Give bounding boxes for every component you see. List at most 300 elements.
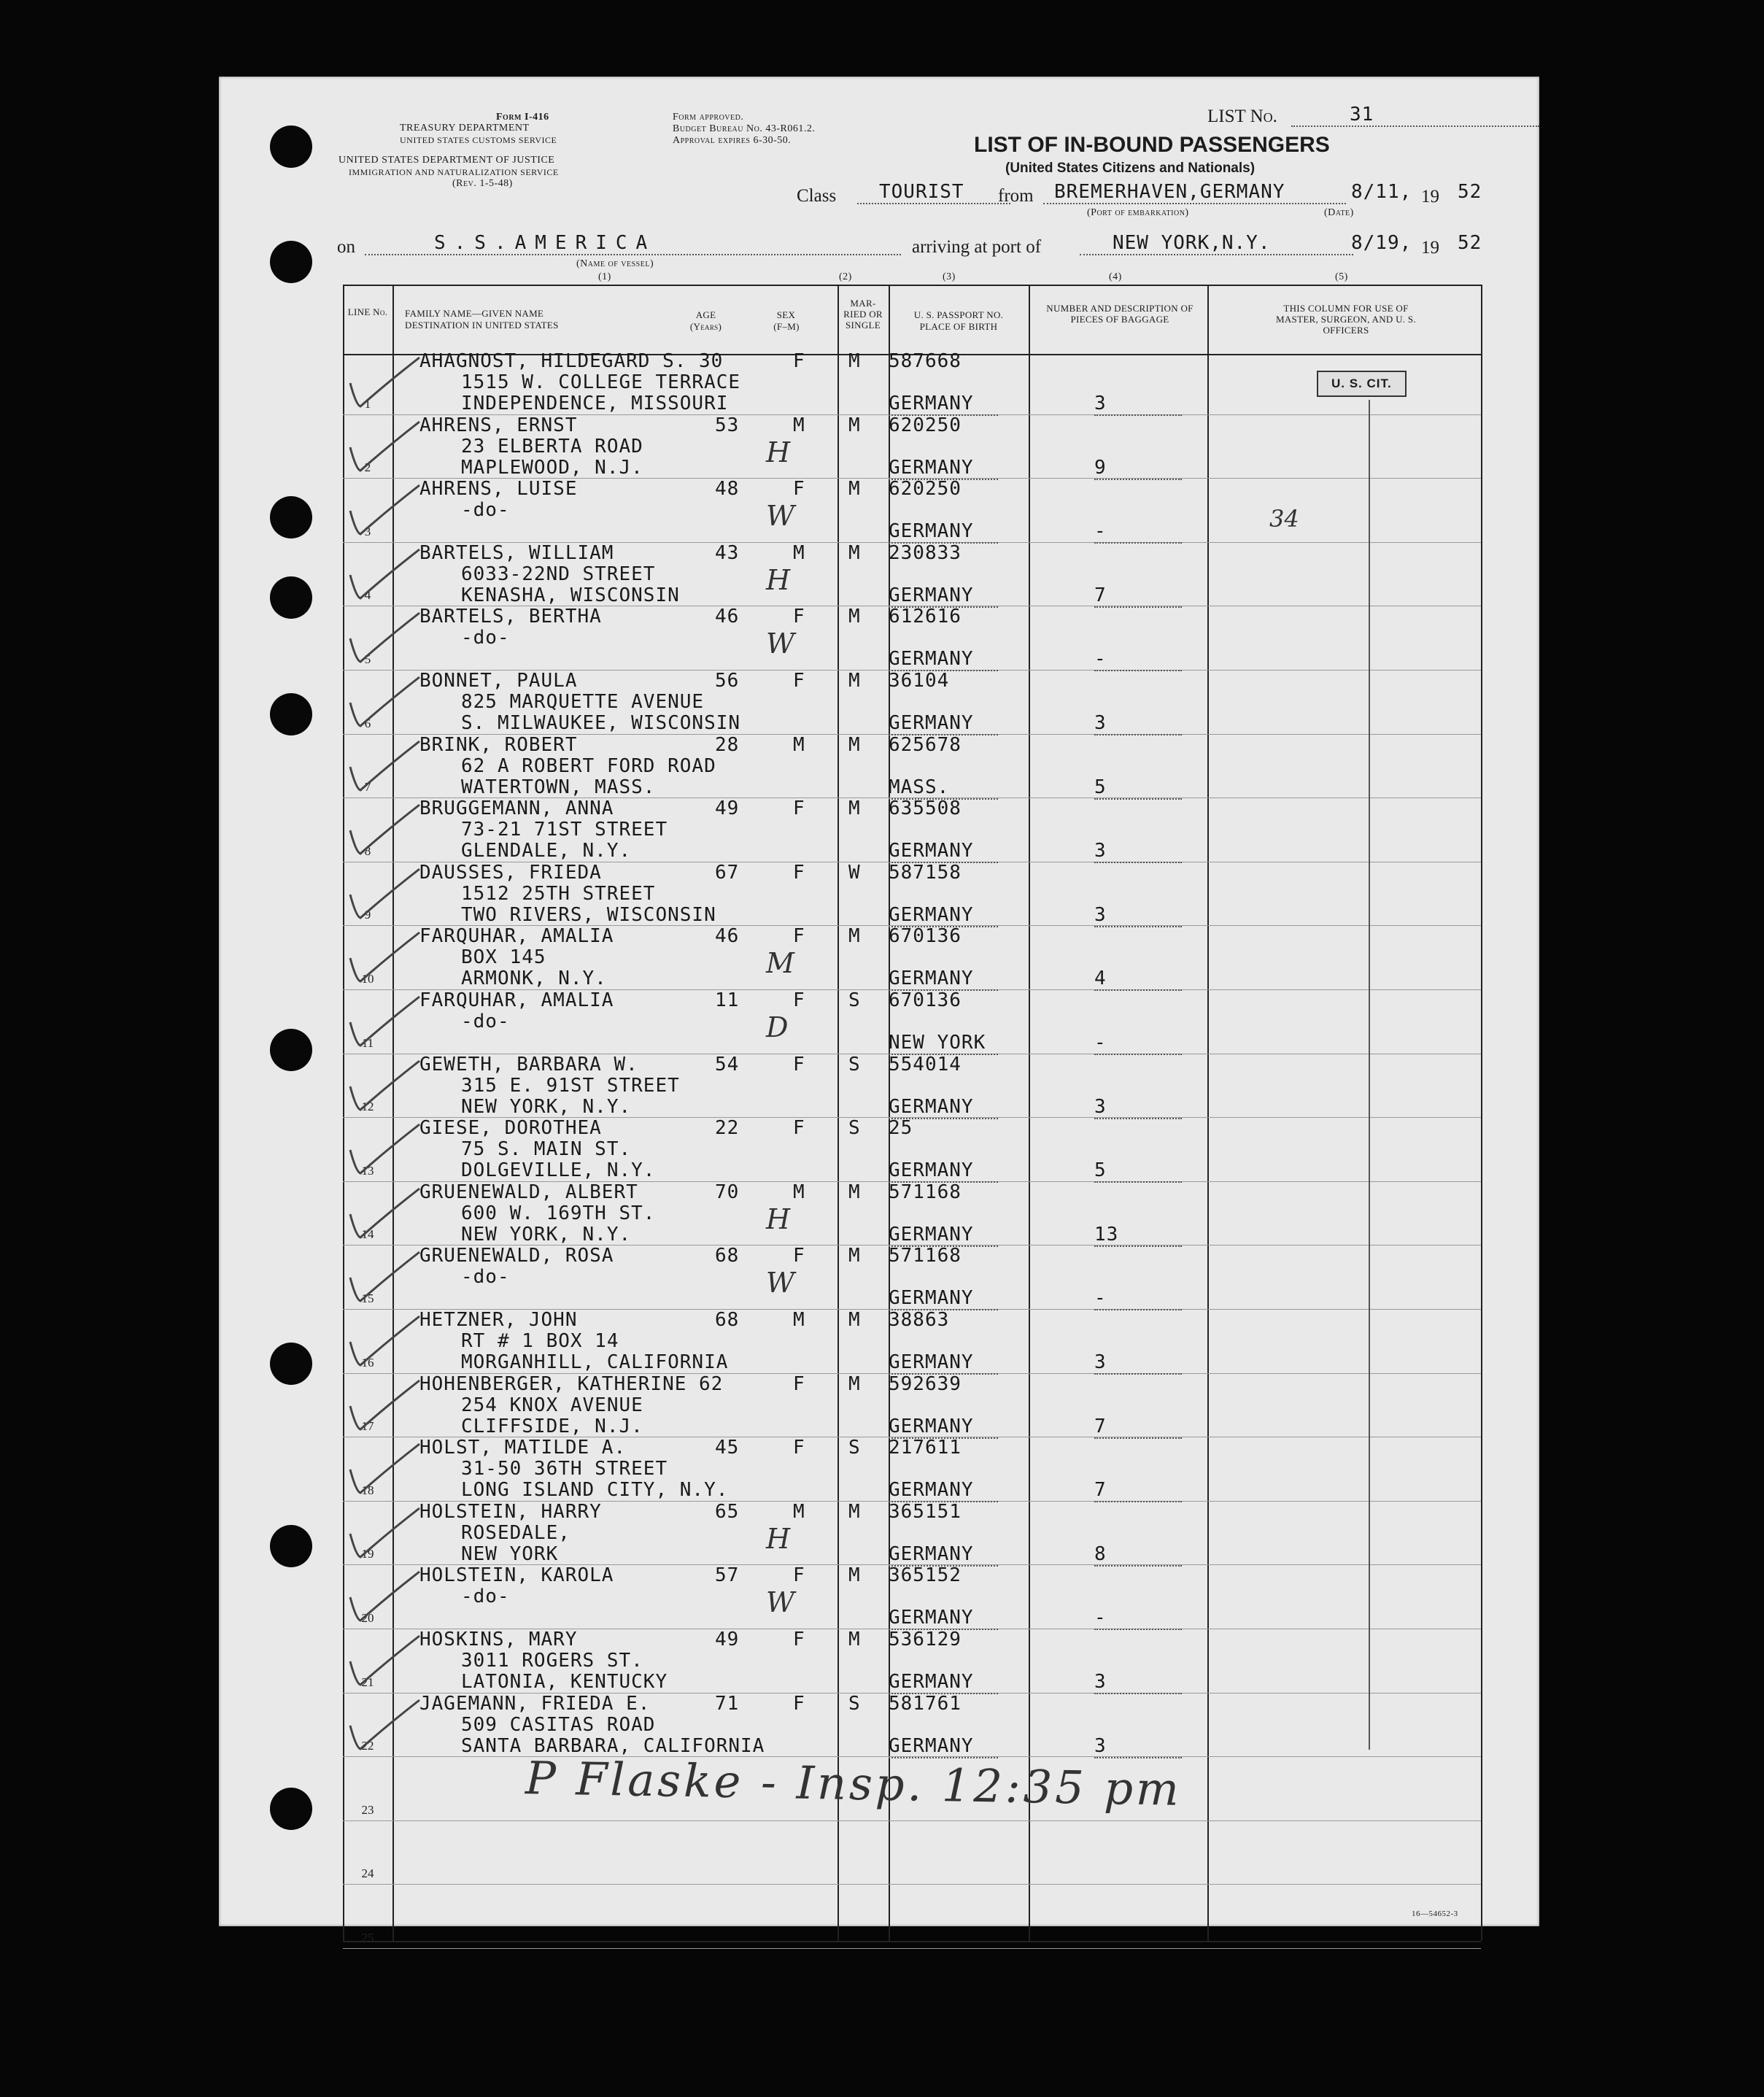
place-of-birth: GERMANY xyxy=(889,393,998,416)
place-of-birth: GERMANY xyxy=(889,1479,998,1502)
marital-status: M xyxy=(848,1245,861,1267)
destination-line-2: ARMONK, N.Y. xyxy=(461,968,607,990)
col-header-destination: DESTINATION IN UNITED STATES xyxy=(405,320,559,331)
line-number: 18 xyxy=(361,1483,374,1497)
handwritten-mark: H xyxy=(766,1202,791,1235)
col-header-age-unit: (Years) xyxy=(689,321,722,332)
passport-number: 38863 xyxy=(889,1309,950,1331)
baggage-count: 3 xyxy=(1094,1351,1182,1375)
line-number: 15 xyxy=(361,1291,374,1305)
handwritten-mark: W xyxy=(766,1586,795,1619)
place-of-birth: GERMANY xyxy=(889,1287,998,1310)
passport-number: 592639 xyxy=(889,1372,962,1395)
table-bottom-border xyxy=(343,1941,1481,1942)
place-of-birth: GERMANY xyxy=(889,1159,998,1183)
passenger-name: AHRENS, LUISE xyxy=(419,478,578,501)
line-number: 11 xyxy=(361,1035,374,1050)
check-mark-icon xyxy=(343,865,423,924)
passenger-age: 22 xyxy=(715,1117,740,1140)
marital-status: M xyxy=(848,414,861,436)
check-mark-icon xyxy=(343,673,423,732)
line-number: 5 xyxy=(364,652,371,666)
marital-status: M xyxy=(848,733,861,756)
arrival-port: NEW YORK,N.Y. xyxy=(1080,232,1353,255)
col-header-officers: THIS COLUMN FOR USE OF MASTER, SURGEON, AND U. S. OFFICERS xyxy=(1276,303,1416,336)
destination-line-2: NEW YORK, N.Y. xyxy=(461,1095,632,1118)
approval-line-1: Form approved. xyxy=(673,112,744,123)
place-of-birth: GERMANY xyxy=(889,648,998,671)
place-of-birth: GERMANY xyxy=(889,1416,998,1439)
passenger-age: 11 xyxy=(715,989,740,1011)
passenger-age: 56 xyxy=(715,670,740,692)
line-number: 14 xyxy=(361,1227,374,1242)
baggage-count: 7 xyxy=(1094,1479,1182,1502)
baggage-count: - xyxy=(1094,1032,1182,1055)
marital-status: M xyxy=(848,798,861,820)
passenger-age: 68 xyxy=(715,1309,740,1331)
line-number: 22 xyxy=(361,1739,374,1753)
check-mark-icon xyxy=(343,609,423,668)
destination-line-1: 73-21 71ST STREET xyxy=(461,819,668,841)
approval-line-2: Budget Bureau No. 43-R061.2. xyxy=(673,123,816,134)
passenger-name: JAGEMANN, FRIEDA E. xyxy=(419,1692,651,1715)
destination-line-1: 600 W. 169TH ST. xyxy=(461,1202,656,1224)
customs-service: UNITED STATES CUSTOMS SERVICE xyxy=(400,135,557,145)
passport-number: 620250 xyxy=(889,414,962,436)
line-number: 10 xyxy=(361,972,374,986)
destination-line-2: LONG ISLAND CITY, N.Y. xyxy=(461,1479,729,1502)
passenger-name: GIESE, DOROTHEA xyxy=(419,1117,602,1140)
handwritten-mark: H xyxy=(766,436,791,468)
destination-line-2: NEW YORK xyxy=(461,1542,559,1565)
destination-line-1: RT # 1 BOX 14 xyxy=(461,1330,619,1352)
col-4-marker: (4) xyxy=(1109,271,1122,282)
baggage-count: 3 xyxy=(1094,904,1182,927)
passenger-sex: F xyxy=(793,1564,805,1587)
arriving-label: arriving at port of xyxy=(912,237,1042,257)
line-number: 1 xyxy=(364,396,371,411)
marital-status: M xyxy=(848,478,861,501)
place-of-birth: GERMANY xyxy=(889,1607,998,1630)
passenger-sex: F xyxy=(793,861,805,884)
check-mark-icon xyxy=(343,1377,423,1435)
line-number: 24 xyxy=(361,1866,374,1881)
destination-line-1: -do- xyxy=(461,1266,510,1289)
destination-line-1: -do- xyxy=(461,627,510,649)
destination-line-2: MORGANHILL, CALIFORNIA xyxy=(461,1351,729,1373)
destination-line-2: GLENDALE, N.Y. xyxy=(461,840,632,862)
passenger-sex: M xyxy=(793,1309,805,1331)
passenger-sex: M xyxy=(793,414,805,436)
handwritten-mark: W xyxy=(766,500,795,533)
baggage-count: 7 xyxy=(1094,584,1182,608)
handwritten-mark: W xyxy=(766,1267,795,1299)
handwritten-mark: M xyxy=(766,947,794,980)
baggage-count: 3 xyxy=(1094,840,1182,863)
citizen-stamp: U. S. CIT. xyxy=(1317,371,1407,397)
destination-line-2: NEW YORK, N.Y. xyxy=(461,1223,632,1246)
col-2-marker: (2) xyxy=(839,271,852,282)
arrival-year: 52 xyxy=(1458,232,1482,254)
destination-line-1: 254 KNOX AVENUE xyxy=(461,1394,643,1416)
officer-note: 34 xyxy=(1269,505,1299,533)
baggage-count: 3 xyxy=(1094,1096,1182,1119)
place-of-birth: GERMANY xyxy=(889,1735,998,1758)
destination-line-1: 31-50 36TH STREET xyxy=(461,1458,668,1480)
passenger-sex: F xyxy=(793,1245,805,1267)
place-of-birth: GERMANY xyxy=(889,520,998,544)
line-number: 2 xyxy=(364,460,371,475)
passenger-sex: F xyxy=(793,925,805,948)
baggage-count: 13 xyxy=(1094,1224,1182,1247)
line-number: 16 xyxy=(361,1355,374,1370)
baggage-count: 3 xyxy=(1094,1735,1182,1758)
place-of-birth: GERMANY xyxy=(889,584,998,608)
row-separator xyxy=(343,1884,1481,1885)
col-header-name: FAMILY NAME—GIVEN NAME xyxy=(405,308,544,319)
class-label: Class xyxy=(797,186,837,206)
passenger-name: FARQUHAR, AMALIA xyxy=(419,925,614,948)
marital-status: M xyxy=(848,350,861,372)
vessel-caption: (Name of vessel) xyxy=(576,258,654,269)
table-top-border xyxy=(343,285,1481,286)
passport-number: 612616 xyxy=(889,606,962,628)
col-3-marker: (3) xyxy=(943,271,956,282)
passport-number: 587158 xyxy=(889,861,962,884)
passenger-age: 65 xyxy=(715,1500,740,1523)
passenger-age: 28 xyxy=(715,733,740,756)
stamp-line xyxy=(1369,400,1370,1750)
on-label: on xyxy=(337,237,355,257)
line-number: 4 xyxy=(364,588,371,603)
passport-number: 536129 xyxy=(889,1629,962,1650)
passenger-age: 71 xyxy=(715,1692,740,1715)
line-number: 13 xyxy=(361,1163,374,1178)
line-number: 19 xyxy=(361,1547,374,1561)
handwritten-mark: D xyxy=(766,1011,789,1043)
footer-code: 16—54652-3 xyxy=(1412,1909,1458,1918)
handwritten-mark: W xyxy=(766,627,795,660)
check-mark-icon xyxy=(343,418,423,476)
col-1-marker: (1) xyxy=(598,271,611,282)
document-subtitle: (United States Citizens and Nationals) xyxy=(1005,161,1256,176)
place-of-birth: GERMANY xyxy=(889,1224,998,1247)
baggage-count: 9 xyxy=(1094,457,1182,480)
check-mark-icon xyxy=(343,1505,423,1563)
marital-status: M xyxy=(848,1564,861,1587)
line-number: 8 xyxy=(364,843,371,858)
passenger-sex: M xyxy=(793,541,805,564)
passenger-age: 46 xyxy=(715,925,740,948)
passenger-age: 67 xyxy=(715,861,740,884)
passport-number: 365152 xyxy=(889,1564,962,1587)
place-of-birth: GERMANY xyxy=(889,840,998,863)
passenger-age: 57 xyxy=(715,1564,740,1587)
baggage-count: - xyxy=(1094,1607,1182,1630)
passport-number: 25 xyxy=(889,1117,913,1140)
passenger-name: GRUENEWALD, ROSA xyxy=(419,1245,614,1267)
destination-line-1: 75 S. MAIN ST. xyxy=(461,1138,632,1161)
line-number: 25 xyxy=(361,1931,374,1945)
arrival-date: 8/19, xyxy=(1351,232,1412,254)
check-mark-icon xyxy=(343,546,423,604)
year-prefix-2: 19 xyxy=(1421,238,1439,258)
place-of-birth: GERMANY xyxy=(889,904,998,927)
check-mark-icon xyxy=(343,1248,423,1307)
destination-line-1: 6033-22ND STREET xyxy=(461,563,656,585)
destination-line-1: 825 MARQUETTE AVENUE xyxy=(461,691,705,713)
marital-status: S xyxy=(848,1117,861,1140)
passenger-name: GEWETH, BARBARA W. xyxy=(419,1053,638,1075)
marital-status: M xyxy=(848,541,861,564)
passenger-sex: F xyxy=(793,1053,805,1075)
departure-date: 8/11, xyxy=(1351,181,1412,203)
col-header-line: LINE No. xyxy=(347,306,388,317)
passenger-sex: F xyxy=(793,606,805,628)
passenger-age: 43 xyxy=(715,541,740,564)
passenger-age: 53 xyxy=(715,414,740,436)
passport-number: 670136 xyxy=(889,989,962,1011)
baggage-count: - xyxy=(1094,1287,1182,1310)
destination-line-1: 62 A ROBERT FORD ROAD xyxy=(461,754,716,777)
inspection-note: P Flaske - Insp. 12:35 pm xyxy=(525,1751,1183,1816)
col-5-marker: (5) xyxy=(1335,271,1348,282)
line-number: 12 xyxy=(361,1100,374,1114)
check-mark-icon xyxy=(343,482,423,540)
destination-line-2: KENASHA, WISCONSIN xyxy=(461,584,680,606)
check-mark-icon xyxy=(343,1696,423,1755)
marital-status: M xyxy=(848,606,861,628)
line-number: 20 xyxy=(361,1611,374,1625)
ins-service: IMMIGRATION AND NATURALIZATION SERVICE xyxy=(349,167,559,177)
place-of-birth: GERMANY xyxy=(889,712,998,735)
departure-year: 52 xyxy=(1458,181,1482,203)
check-mark-icon xyxy=(343,1185,423,1243)
passport-number: 365151 xyxy=(889,1500,962,1523)
place-of-birth: GERMANY xyxy=(889,1671,998,1694)
destination-line-1: 23 ELBERTA ROAD xyxy=(461,435,643,457)
port-of-embarkation: BREMERHAVEN,GERMANY xyxy=(1043,181,1346,204)
binder-hole xyxy=(270,1343,312,1385)
passenger-name: DAUSSES, FRIEDA xyxy=(419,861,602,884)
passenger-sex: F xyxy=(793,350,805,372)
col-header-passport: U. S. PASSPORT NO. xyxy=(913,309,1004,320)
check-mark-icon xyxy=(343,1440,423,1499)
line-number: 21 xyxy=(361,1675,374,1689)
baggage-count: 5 xyxy=(1094,1159,1182,1183)
marital-status: S xyxy=(848,1437,861,1459)
from-label: from xyxy=(998,186,1034,206)
destination-line-2: CLIFFSIDE, N.J. xyxy=(461,1415,643,1437)
place-of-birth: GERMANY xyxy=(889,1351,998,1375)
marital-status: M xyxy=(848,670,861,692)
destination-line-2: S. MILWAUKEE, WISCONSIN xyxy=(461,712,741,734)
passenger-sex: F xyxy=(793,1117,805,1140)
passenger-sex: M xyxy=(793,1181,805,1203)
passport-number: 217611 xyxy=(889,1437,962,1459)
handwritten-mark: H xyxy=(766,563,791,596)
destination-line-1: 1515 W. COLLEGE TERRACE xyxy=(461,371,741,393)
passenger-sex: F xyxy=(793,1372,805,1395)
line-number: 23 xyxy=(361,1802,374,1817)
place-of-birth: GERMANY xyxy=(889,968,998,991)
check-mark-icon xyxy=(343,1121,423,1179)
baggage-count: 3 xyxy=(1094,393,1182,416)
passenger-name: BONNET, PAULA xyxy=(419,670,578,692)
baggage-count: 4 xyxy=(1094,968,1182,991)
passenger-name: HETZNER, JOHN xyxy=(419,1309,578,1331)
table-right-border xyxy=(1481,285,1482,1941)
destination-line-2: SANTA BARBARA, CALIFORNIA xyxy=(461,1734,765,1757)
passenger-name: HOSKINS, MARY xyxy=(419,1629,578,1650)
passenger-name: HOLST, MATILDE A. xyxy=(419,1437,627,1459)
line-number: 6 xyxy=(364,716,371,730)
destination-line-2: DOLGEVILLE, N.Y. xyxy=(461,1159,656,1182)
passenger-name: BARTELS, BERTHA xyxy=(419,606,602,628)
passenger-sex: F xyxy=(793,1629,805,1650)
passenger-sex: M xyxy=(793,733,805,756)
marital-status: M xyxy=(848,1629,861,1650)
form-number: Form I-416 xyxy=(496,112,549,123)
binder-hole xyxy=(270,125,312,168)
destination-line-1: ROSEDALE, xyxy=(461,1521,570,1544)
baggage-count: - xyxy=(1094,648,1182,671)
baggage-count: 8 xyxy=(1094,1543,1182,1567)
marital-status: W xyxy=(848,861,861,884)
passport-number: 620250 xyxy=(889,478,962,501)
line-number: 17 xyxy=(361,1419,374,1434)
check-mark-icon xyxy=(343,993,423,1051)
treasury-dept: TREASURY DEPARTMENT xyxy=(400,123,530,134)
check-mark-icon xyxy=(343,801,423,860)
passenger-name: HOLSTEIN, KAROLA xyxy=(419,1564,614,1587)
baggage-count: 7 xyxy=(1094,1416,1182,1439)
marital-status: M xyxy=(848,1500,861,1523)
document-title: LIST OF IN-BOUND PASSENGERS xyxy=(974,133,1330,157)
destination-line-2: WATERTOWN, MASS. xyxy=(461,776,656,798)
marital-status: S xyxy=(848,1053,861,1075)
passenger-age: 48 xyxy=(715,478,740,501)
place-of-birth: GERMANY xyxy=(889,1096,998,1119)
col-header-baggage: NUMBER AND DESCRIPTION OF PIECES OF BAGGAGE xyxy=(1046,303,1194,325)
list-number: 31 xyxy=(1291,104,1539,127)
place-of-birth: GERMANY xyxy=(889,457,998,480)
check-mark-icon xyxy=(343,1568,423,1626)
destination-line-1: -do- xyxy=(461,1586,510,1608)
destination-line-1: 315 E. 91ST STREET xyxy=(461,1074,680,1097)
passenger-age: 54 xyxy=(715,1053,740,1075)
passenger-sex: F xyxy=(793,798,805,820)
handwritten-mark: H xyxy=(766,1522,791,1555)
passport-number: 587668 xyxy=(889,350,962,372)
passenger-sex: M xyxy=(793,1500,805,1523)
binder-hole xyxy=(270,576,312,619)
list-label: LIST No. xyxy=(1207,107,1277,126)
marital-status: S xyxy=(848,989,861,1011)
passenger-sex: F xyxy=(793,478,805,501)
passport-number: 36104 xyxy=(889,670,950,692)
row-separator xyxy=(343,1820,1481,1821)
vessel-name: S.S.AMERICA xyxy=(365,232,901,255)
check-mark-icon xyxy=(343,1313,423,1371)
revision: (Rev. 1-5-48) xyxy=(452,178,513,189)
marital-status: M xyxy=(848,1372,861,1395)
destination-line-1: -do- xyxy=(461,499,510,522)
passenger-name: HOHENBERGER, KATHERINE 62 xyxy=(419,1372,724,1395)
passenger-sex: F xyxy=(793,989,805,1011)
destination-line-2: INDEPENDENCE, MISSOURI xyxy=(461,393,729,414)
passenger-age: 49 xyxy=(715,798,740,820)
passport-number: 581761 xyxy=(889,1692,962,1715)
passenger-sex: F xyxy=(793,1692,805,1715)
passenger-age: 70 xyxy=(715,1181,740,1203)
approval-line-3: Approval expires 6-30-50. xyxy=(673,135,792,146)
destination-line-1: -do- xyxy=(461,1011,510,1032)
check-mark-icon xyxy=(343,929,423,987)
baggage-count: 3 xyxy=(1094,712,1182,735)
check-mark-icon xyxy=(343,1632,423,1691)
place-of-birth: GERMANY xyxy=(889,1543,998,1567)
passenger-name: FARQUHAR, AMALIA xyxy=(419,989,614,1011)
passenger-sex: F xyxy=(793,670,805,692)
passenger-age: 68 xyxy=(715,1245,740,1267)
place-of-birth: MASS. xyxy=(889,776,998,800)
passport-number: 625678 xyxy=(889,733,962,756)
destination-line-1: 509 CASITAS ROAD xyxy=(461,1713,656,1736)
binder-hole xyxy=(270,1525,312,1567)
passenger-name: AHAGNOST, HILDEGARD S. 30 xyxy=(419,350,724,372)
date-caption: (Date) xyxy=(1324,207,1354,218)
passenger-age: 49 xyxy=(715,1629,740,1650)
col-header-sex-unit: (F–M) xyxy=(773,321,800,332)
row-separator xyxy=(343,1948,1481,1949)
col-header-married: MAR-RIED OR SINGLE xyxy=(843,298,883,331)
line-number: 7 xyxy=(364,780,371,795)
passenger-name: GRUENEWALD, ALBERT xyxy=(419,1181,638,1203)
binder-hole xyxy=(270,693,312,735)
destination-line-2: MAPLEWOOD, N.J. xyxy=(461,456,643,479)
passenger-name: HOLSTEIN, HARRY xyxy=(419,1500,602,1523)
port-caption: (Port of embarkation) xyxy=(1087,207,1189,218)
check-mark-icon xyxy=(343,354,423,412)
destination-line-1: 1512 25TH STREET xyxy=(461,882,656,905)
passenger-name: BRUGGEMANN, ANNA xyxy=(419,798,614,820)
col-header-birthplace: PLACE OF BIRTH xyxy=(919,321,998,332)
place-of-birth: NEW YORK xyxy=(889,1032,998,1055)
passenger-name: BARTELS, WILLIAM xyxy=(419,541,614,564)
passport-number: 230833 xyxy=(889,541,962,564)
baggage-count: 5 xyxy=(1094,776,1182,800)
binder-hole xyxy=(270,1788,312,1830)
justice-dept: UNITED STATES DEPARTMENT OF JUSTICE xyxy=(339,155,555,166)
passenger-sex: F xyxy=(793,1437,805,1459)
check-mark-icon xyxy=(343,1057,423,1116)
passenger-name: BRINK, ROBERT xyxy=(419,733,578,756)
passport-number: 554014 xyxy=(889,1053,962,1075)
passenger-age: 46 xyxy=(715,606,740,628)
passport-number: 670136 xyxy=(889,925,962,948)
baggage-count: 3 xyxy=(1094,1671,1182,1694)
year-prefix-1: 19 xyxy=(1421,187,1439,206)
marital-status: S xyxy=(848,1692,861,1715)
passport-number: 571168 xyxy=(889,1245,962,1267)
passenger-age: 45 xyxy=(715,1437,740,1459)
passport-number: 635508 xyxy=(889,798,962,820)
destination-line-1: 3011 ROGERS ST. xyxy=(461,1650,643,1672)
destination-line-2: TWO RIVERS, WISCONSIN xyxy=(461,903,716,926)
baggage-count: - xyxy=(1094,520,1182,544)
marital-status: M xyxy=(848,925,861,948)
